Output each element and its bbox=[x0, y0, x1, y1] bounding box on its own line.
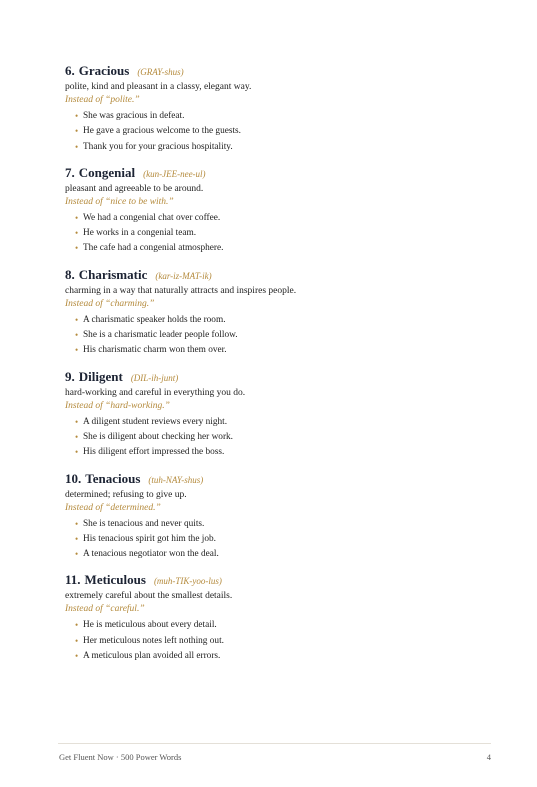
bullet-icon: • bbox=[75, 416, 79, 427]
bullet-icon: • bbox=[75, 635, 79, 646]
entry-pronunciation: (DIL-ih-junt) bbox=[130, 372, 179, 383]
entry-definition: determined; refusing to give up. bbox=[65, 489, 187, 500]
example-sentence bbox=[75, 109, 485, 124]
entry-definition: hard-working and careful in everything you do. bbox=[65, 387, 246, 398]
entry-number: 9. bbox=[65, 368, 75, 384]
word-entry bbox=[65, 571, 485, 664]
bullet-icon: • bbox=[75, 620, 79, 631]
bullet-icon: • bbox=[75, 330, 79, 341]
entry-word: Charismatic bbox=[78, 266, 148, 282]
entry-pronunciation: (kun-JEE-nee-ul) bbox=[143, 168, 206, 179]
bullet-icon: • bbox=[75, 533, 79, 544]
entry-word: Meticulous bbox=[84, 572, 146, 588]
example-text: A tenacious negotiator won the deal. bbox=[83, 549, 219, 560]
entry-instead-of: Instead of “determined.” bbox=[65, 502, 161, 513]
entry-pronunciation: (muh-TIK-yoo-lus) bbox=[153, 576, 222, 587]
bullet-icon: • bbox=[75, 431, 79, 442]
example-text: His charismatic charm won them over. bbox=[83, 345, 227, 356]
example-text: She is tenacious and never quits. bbox=[83, 518, 205, 529]
example-text: His tenacious spirit got him the job. bbox=[83, 533, 216, 544]
example-sentence bbox=[75, 140, 485, 155]
entry-heading bbox=[65, 368, 485, 386]
entry-word: Tenacious bbox=[85, 470, 141, 486]
example-list bbox=[65, 618, 485, 664]
bullet-icon: • bbox=[75, 314, 79, 325]
entry-pronunciation: (tuh-NAY-shus) bbox=[148, 474, 204, 485]
bullet-icon: • bbox=[75, 126, 79, 137]
entry-pronunciation: (GRAY-shus) bbox=[137, 67, 184, 77]
footer-title: Get Fluent Now · 500 Power Words bbox=[59, 752, 182, 762]
entry-number: 6. bbox=[65, 63, 75, 78]
page-number: 4 bbox=[486, 752, 491, 762]
example-sentence bbox=[75, 241, 485, 256]
word-list bbox=[65, 62, 485, 673]
bullet-icon: • bbox=[75, 212, 79, 223]
entry-instead-of: Instead of “hard-working.” bbox=[65, 400, 170, 411]
bullet-icon: • bbox=[75, 141, 79, 152]
example-text: The cafe had a congenial atmosphere. bbox=[83, 243, 224, 254]
example-text: A meticulous plan avoided all errors. bbox=[83, 651, 221, 662]
entry-word: Congenial bbox=[78, 164, 136, 180]
entry-heading bbox=[65, 164, 485, 182]
example-text: She is a charismatic leader people follow. bbox=[83, 330, 238, 341]
entry-definition: pleasant and agreeable to be around. bbox=[65, 183, 204, 194]
entry-heading bbox=[65, 571, 485, 589]
example-sentence bbox=[75, 649, 485, 664]
example-sentence bbox=[75, 634, 485, 649]
example-list bbox=[65, 517, 485, 563]
entry-instead-of: Instead of “careful.” bbox=[65, 604, 145, 615]
example-sentence bbox=[75, 445, 485, 460]
entry-heading bbox=[65, 470, 485, 488]
entry-heading bbox=[65, 62, 485, 80]
entry-word: Gracious bbox=[78, 63, 130, 78]
example-sentence bbox=[75, 618, 485, 633]
example-text: She is diligent about checking her work. bbox=[83, 431, 234, 442]
page-footer bbox=[58, 743, 491, 762]
bullet-icon: • bbox=[75, 447, 79, 458]
bullet-icon: • bbox=[75, 111, 79, 121]
example-text: His diligent effort impressed the boss. bbox=[83, 447, 225, 458]
entry-instead-of: Instead of “polite.” bbox=[65, 95, 140, 105]
example-sentence bbox=[75, 211, 485, 226]
word-entry bbox=[65, 368, 485, 461]
example-list bbox=[65, 109, 485, 155]
example-sentence bbox=[75, 532, 485, 547]
example-text: A charismatic speaker holds the room. bbox=[83, 314, 226, 325]
example-sentence bbox=[75, 415, 485, 430]
entry-number: 8. bbox=[65, 266, 75, 282]
example-list bbox=[65, 313, 485, 359]
entry-definition: extremely careful about the smallest details. bbox=[65, 591, 233, 602]
example-sentence bbox=[75, 517, 485, 532]
example-list bbox=[65, 211, 485, 257]
example-sentence bbox=[75, 430, 485, 445]
bullet-icon: • bbox=[75, 549, 79, 560]
example-text: He works in a congenial team. bbox=[83, 228, 197, 239]
example-sentence bbox=[75, 124, 485, 139]
example-text: Her meticulous notes left nothing out. bbox=[83, 635, 224, 646]
word-entry bbox=[65, 470, 485, 563]
bullet-icon: • bbox=[75, 243, 79, 254]
bullet-icon: • bbox=[75, 228, 79, 239]
entry-instead-of: Instead of “nice to be with.” bbox=[65, 196, 174, 207]
entry-number: 10. bbox=[65, 470, 82, 486]
entry-number: 7. bbox=[65, 164, 75, 180]
example-text: He gave a gracious welcome to the guests. bbox=[83, 126, 241, 137]
example-sentence bbox=[75, 547, 485, 562]
entry-pronunciation: (kar-iz-MAT-ik) bbox=[155, 270, 212, 281]
example-sentence bbox=[75, 226, 485, 241]
example-text: He is meticulous about every detail. bbox=[83, 620, 217, 631]
word-entry bbox=[65, 164, 485, 257]
entry-instead-of: Instead of “charming.” bbox=[65, 298, 155, 309]
bullet-icon: • bbox=[75, 345, 79, 356]
bullet-icon: • bbox=[75, 651, 79, 662]
entry-definition: charming in a way that naturally attracts and inspires people. bbox=[65, 285, 297, 296]
entry-word: Diligent bbox=[78, 368, 123, 384]
example-list bbox=[65, 415, 485, 461]
entry-definition: polite, kind and pleasant in a classy, elegant way. bbox=[65, 82, 252, 92]
entry-number: 11. bbox=[65, 572, 81, 588]
example-text: We had a congenial chat over coffee. bbox=[83, 212, 221, 223]
example-text: A diligent student reviews every night. bbox=[83, 416, 228, 427]
word-entry bbox=[65, 62, 485, 155]
example-text: She was gracious in defeat. bbox=[83, 111, 185, 121]
example-sentence bbox=[75, 343, 485, 358]
example-sentence bbox=[75, 328, 485, 343]
word-entry bbox=[65, 266, 485, 359]
bullet-icon: • bbox=[75, 518, 79, 529]
example-text: Thank you for your gracious hospitality. bbox=[83, 141, 233, 152]
example-sentence bbox=[75, 313, 485, 328]
entry-heading bbox=[65, 266, 485, 284]
